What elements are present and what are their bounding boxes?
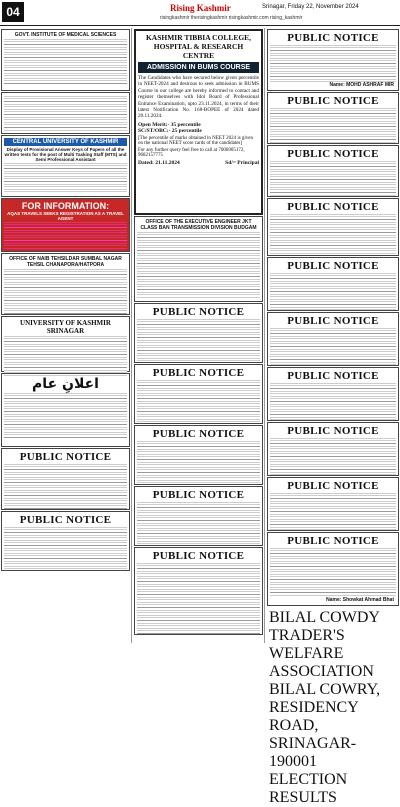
university-notice (1, 135, 130, 197)
welfare-title: BILAL COWDY TRADER'S WELFARE ASSOCIATION (269, 609, 380, 680)
public-notice-title: PUBLIC NOTICE (287, 315, 379, 327)
welfare-placeholder (267, 607, 399, 806)
public-notice (134, 486, 263, 546)
info-subtitle: AQAS TRAVELS SEEKS REGISTRATION AS A TRAVEL AGENT (7, 211, 124, 221)
admission-text: The Candidates who have secured below given percentile in NEET-2024 and desirous to seek admission in BUMS Course in our college are hereby informed to contact and register themselves with Idol Board of Professional Entrance Examination, upto 23.11.2024, in terms of their latest Notification No. 168-BOPEE of 2024 dated 20.11.2024. (138, 75, 259, 120)
admission-ad (134, 29, 263, 215)
tehsildar-notice (1, 253, 130, 315)
notice-text (270, 272, 396, 310)
public-notice-title: PUBLIC NOTICE (287, 425, 379, 437)
public-notice-title: PUBLIC NOTICE (287, 480, 379, 492)
open-merit: Open Merit:- 35 percentile (138, 121, 201, 128)
public-notice (267, 422, 399, 476)
public-notice (267, 477, 399, 531)
public-notice (267, 532, 399, 606)
date-line: Srinagar, Friday 22, November 2024 (262, 4, 359, 10)
column-middle (133, 28, 265, 643)
public-notice (267, 92, 399, 144)
urdu-notice (1, 92, 130, 134)
public-notice-title: PUBLIC NOTICE (287, 260, 379, 272)
public-notice (134, 303, 263, 363)
institute-title: GOVT. INSTITUTE OF MEDICAL SCIENCES (14, 32, 117, 38)
public-notice-title: PUBLIC NOTICE (19, 451, 112, 463)
principal: Sd/= Principal (225, 159, 259, 166)
kashmir-university-title: UNIVERSITY OF KASHMIR SRINAGAR (20, 319, 111, 335)
public-notice-title: PUBLIC NOTICE (152, 550, 245, 562)
public-notice-title: PUBLIC NOTICE (287, 370, 379, 382)
tehsildar-title: OFFICE OF NAIB TEHSILDAR SUMBAL NAGAR TEHSIL CHANAPORA/HATPORA (9, 256, 122, 268)
paper-name: Rising Kashmir (170, 3, 231, 13)
notice-text (4, 463, 127, 509)
college-name: KASHMIR TIBBIA COLLEGE, HOSPITAL & RESEARCH CENTRE (145, 33, 252, 60)
admission-banner: ADMISSION IN BUMS COURSE (138, 62, 259, 73)
notice-text (270, 327, 396, 365)
notice-text (270, 437, 396, 475)
notice-text (4, 95, 127, 131)
public-notice-title: PUBLIC NOTICE (287, 148, 379, 160)
notice-text (270, 44, 396, 82)
notice-text (4, 335, 127, 377)
info-title: FOR INFORMATION: (21, 201, 110, 211)
masthead (0, 0, 400, 26)
notice-text (137, 379, 260, 423)
urdu-heading: اعلانِ عام (32, 376, 99, 392)
contact-line: For any further query feel free to call at 7006905172, 9682157775 (138, 147, 245, 158)
public-notice-title: PUBLIC NOTICE (287, 201, 379, 213)
public-notice (134, 364, 263, 424)
university-subtitle: Display of Provisional Answer Keys of Papers of all the written tests for the post of Multi Tasking Staff (MTS) and Semi Professional Assistant (4, 147, 127, 162)
notice-text (270, 492, 396, 530)
column-right (266, 28, 400, 806)
public-notice-title: PUBLIC NOTICE (287, 32, 379, 44)
notice-text (270, 160, 396, 196)
public-notice-title: PUBLIC NOTICE (287, 535, 379, 547)
election-title: ELECTION RESULTS (269, 771, 348, 806)
public-notice (134, 547, 263, 635)
executive-engineer-notice (134, 216, 263, 302)
public-notice (267, 312, 399, 366)
public-notice (1, 511, 130, 571)
public-notice-title: PUBLIC NOTICE (152, 489, 245, 501)
notice-text (137, 440, 260, 484)
public-notice (134, 425, 263, 485)
public-notice (1, 448, 130, 510)
notice-text (137, 318, 260, 362)
public-notice-title: PUBLIC NOTICE (152, 428, 245, 440)
notice-signature: Name: Showkat Ahmad Bhat (326, 597, 394, 603)
welfare-subtitle: BILAL COWRY, RESIDENCY ROAD, SRINAGAR-190001 (269, 681, 381, 770)
notice-text (270, 213, 396, 255)
public-notice-title: PUBLIC NOTICE (287, 95, 379, 107)
public-notice (267, 29, 399, 91)
notice-text (4, 38, 127, 86)
notice-text (4, 526, 127, 570)
dated: Dated: 21.11.2024 (138, 159, 180, 166)
page-number: 04 (2, 2, 24, 22)
social-handles: risingkashmir therisingkashmir risingkashmir.com rising_kashmir (160, 15, 303, 21)
kashmir-university-notice (1, 316, 130, 372)
notice-text (270, 382, 396, 420)
public-notice (267, 198, 399, 256)
sc-obc-percentile: SC/ST/OBC:- 25 percentile (138, 127, 202, 134)
public-notice (267, 257, 399, 311)
notice-text (4, 268, 127, 314)
notice-signature: Name: MOHD ASHRAF MIR (329, 82, 394, 88)
notice-text (137, 562, 260, 634)
public-notice-title: PUBLIC NOTICE (19, 514, 112, 526)
notice-text (4, 392, 127, 440)
notice-text (4, 162, 127, 192)
university-title: CENTRAL UNIVERSITY OF KASHMIR (4, 138, 127, 146)
executive-engineer-title: OFFICE OF THE EXECUTIVE ENGINEER JKT CLASS BAN TRANSMISSION DIVISION BUDGAM (140, 219, 257, 231)
public-notice-title: PUBLIC NOTICE (152, 306, 245, 318)
urdu-announcement (1, 373, 130, 447)
public-notice (267, 145, 399, 197)
public-notice-title: PUBLIC NOTICE (152, 367, 245, 379)
public-notice (267, 367, 399, 421)
notice-text (270, 107, 396, 143)
notice-text (137, 231, 260, 299)
info-ad (1, 198, 130, 252)
column-left (0, 28, 132, 643)
percentile-note: [The percentile of marks obtained in NEET 2024 is given on the national NEET score cards of the candidates] (138, 135, 254, 146)
notice-text (137, 501, 260, 545)
notice-text (4, 221, 127, 249)
institute-notice (1, 29, 130, 91)
notice-text (270, 547, 396, 597)
